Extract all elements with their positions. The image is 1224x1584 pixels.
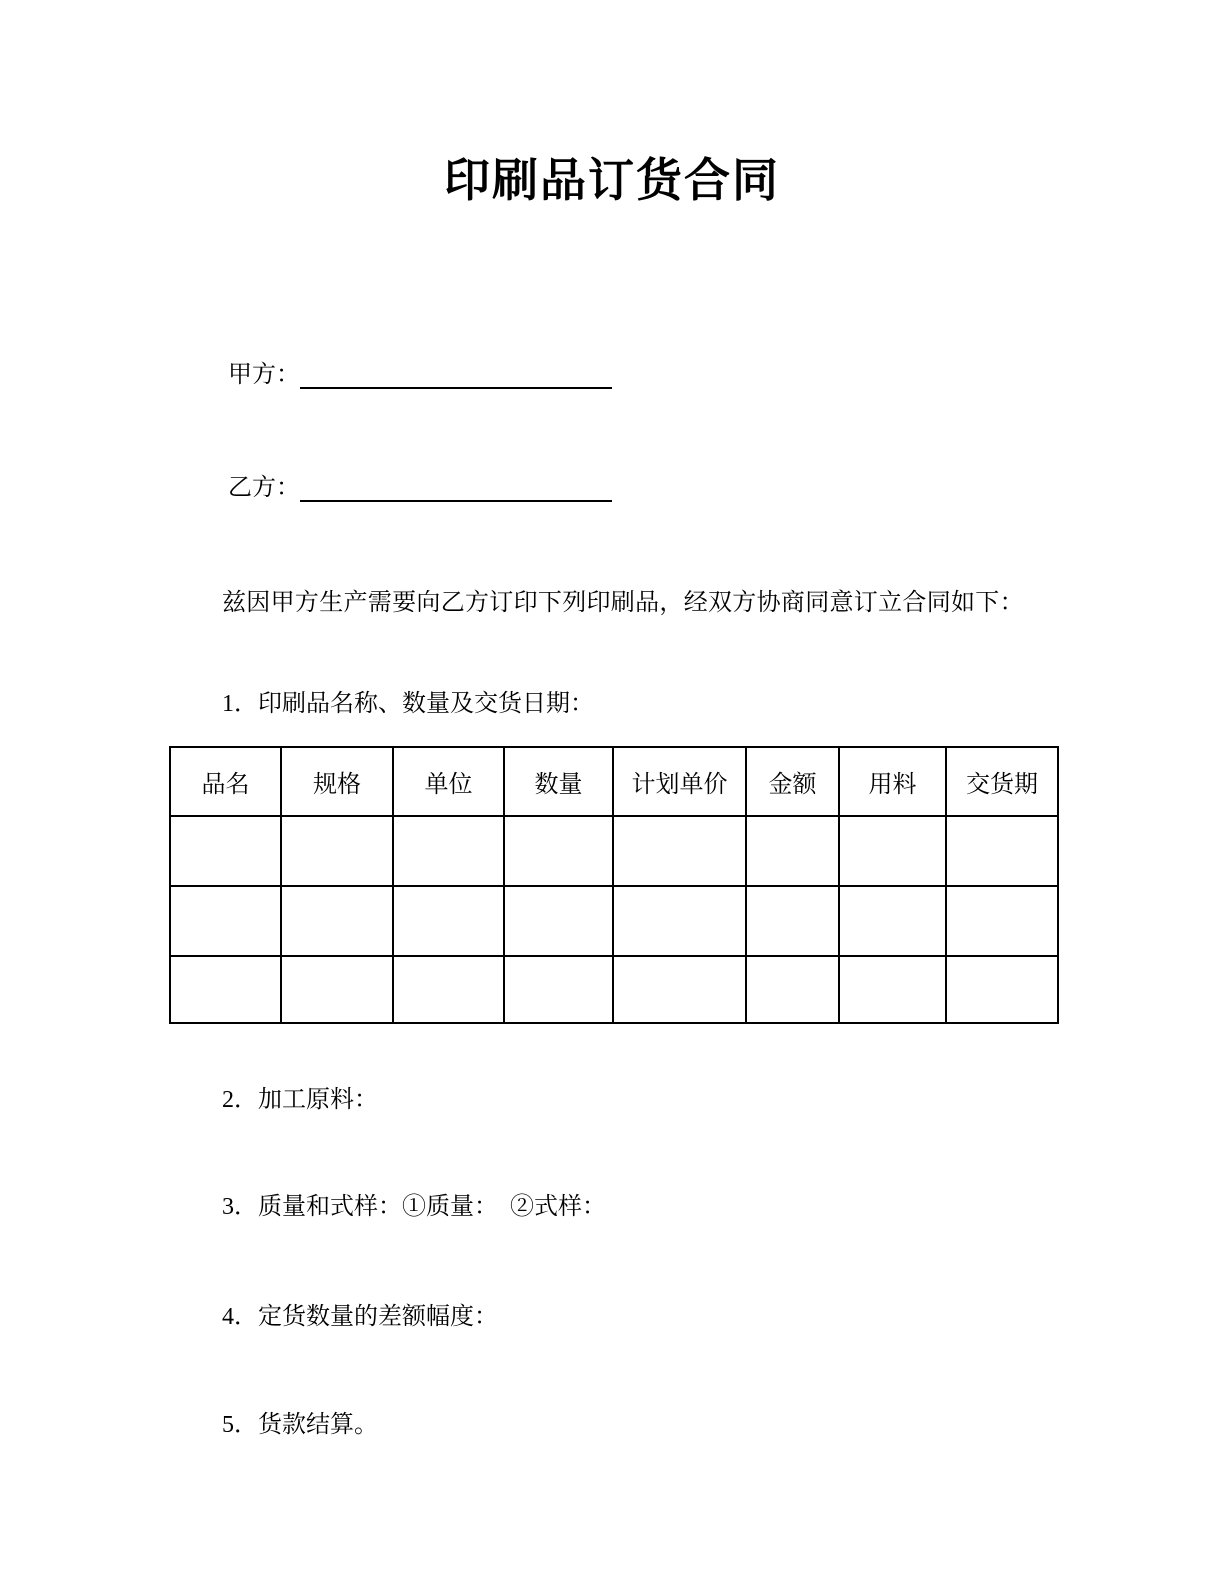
party-b-row (228, 475, 612, 502)
table-cell[interactable] (839, 886, 946, 956)
section-2-heading: 2．加工原料： (222, 1087, 378, 1113)
table-cell[interactable] (839, 956, 946, 1023)
table-cell[interactable] (504, 816, 613, 886)
table-cell[interactable] (946, 816, 1058, 886)
section-5-heading: 5．货款结算。 (222, 1412, 378, 1438)
table-cell[interactable] (504, 886, 613, 956)
table-cell[interactable] (281, 886, 393, 956)
section-4-heading: 4．定货数量的差额幅度： (222, 1304, 498, 1330)
column-header-amount: 金额 (746, 747, 839, 816)
column-header-unit: 单位 (393, 747, 504, 816)
table-cell[interactable] (946, 886, 1058, 956)
table-row (170, 886, 1058, 956)
table-cell[interactable] (393, 886, 504, 956)
intro-paragraph: 兹因甲方生产需要向乙方订印下列印刷品，经双方协商同意订立合同如下： (222, 590, 1024, 616)
column-header-specification: 规格 (281, 747, 393, 816)
items-table (169, 746, 1059, 1024)
table-cell[interactable] (746, 956, 839, 1023)
table-cell[interactable] (170, 816, 281, 886)
column-header-product-name: 品名 (170, 747, 281, 816)
party-a-label: 甲方： (228, 362, 300, 388)
table-cell[interactable] (170, 956, 281, 1023)
table-header-row (170, 747, 1058, 816)
table-row (170, 816, 1058, 886)
table-cell[interactable] (393, 816, 504, 886)
party-a-row (228, 362, 612, 389)
document-title: 印刷品订货合同 (444, 154, 780, 206)
table-cell[interactable] (613, 886, 746, 956)
table-cell[interactable] (613, 956, 746, 1023)
table-cell[interactable] (393, 956, 504, 1023)
party-b-fill-in-line[interactable] (300, 475, 612, 502)
table-cell[interactable] (281, 816, 393, 886)
party-b-label: 乙方： (228, 475, 300, 501)
table-cell[interactable] (613, 816, 746, 886)
section-3-heading: 3．质量和式样：①质量： ②式样： (222, 1194, 606, 1220)
column-header-delivery-date: 交货期 (946, 747, 1058, 816)
table-row (170, 956, 1058, 1023)
table-cell[interactable] (504, 956, 613, 1023)
table-cell[interactable] (746, 886, 839, 956)
table-cell[interactable] (281, 956, 393, 1023)
column-header-quantity: 数量 (504, 747, 613, 816)
column-header-planned-unit-price: 计划单价 (613, 747, 746, 816)
table-cell[interactable] (170, 886, 281, 956)
column-header-material: 用料 (839, 747, 946, 816)
party-a-fill-in-line[interactable] (300, 362, 612, 389)
items-table-body (170, 816, 1058, 1023)
table-cell[interactable] (839, 816, 946, 886)
section-1-heading: 1．印刷品名称、数量及交货日期： (222, 691, 594, 717)
table-cell[interactable] (746, 816, 839, 886)
table-cell[interactable] (946, 956, 1058, 1023)
